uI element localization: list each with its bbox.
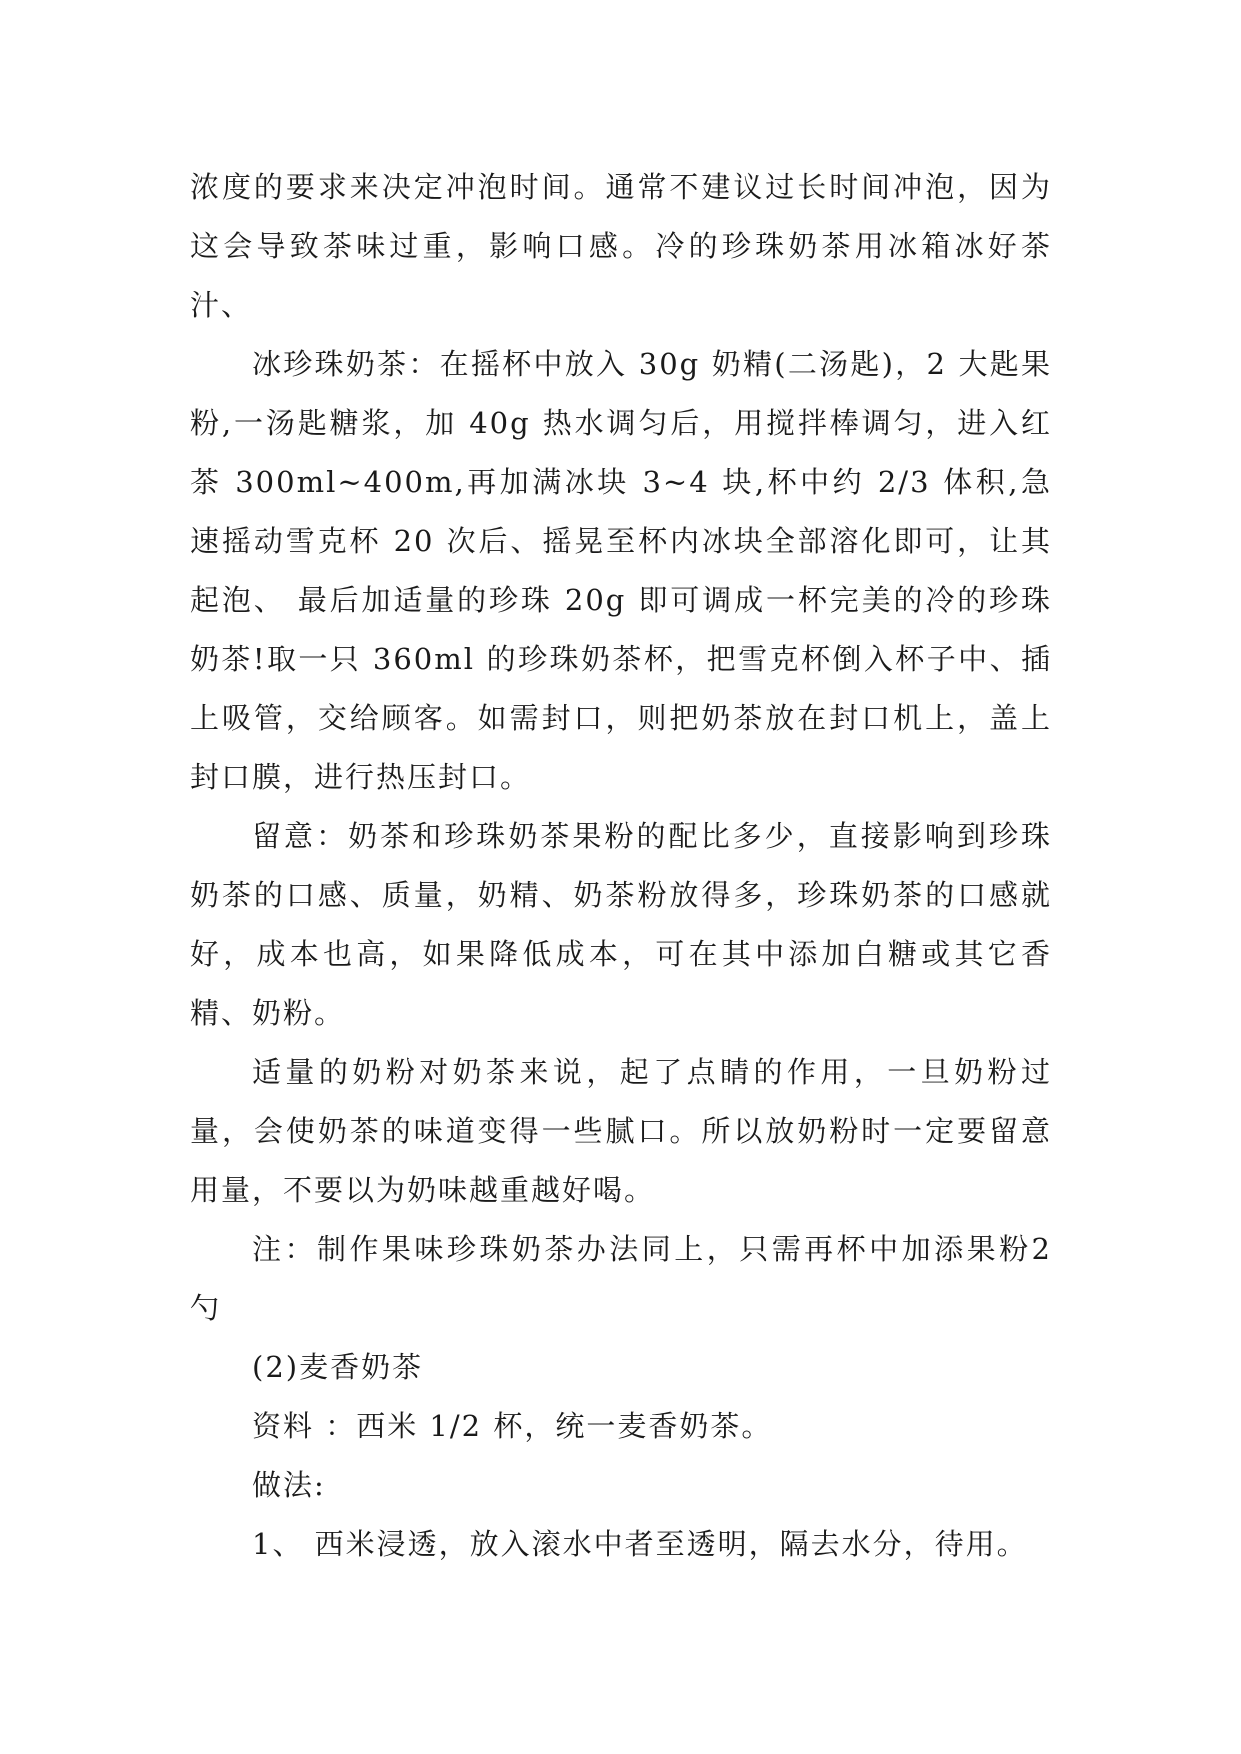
paragraph-milk-powder: 适量的奶粉对奶茶来说，起了点睛的作用，一旦奶粉过量，会使奶茶的味道变得一些腻口。所以放奶粉时一定要留意用量，不要以为奶味越重越好喝。 — [190, 1055, 1052, 1207]
paragraph-ingredients: 资料 ：西米 1/2 杯，统一麦香奶茶。 — [252, 1409, 773, 1443]
paragraph-note-ratio: 留意：奶茶和珍珠奶茶果粉的配比多少，直接影响到珍珠奶茶的口感、质量，奶精、奶茶粉放得多，珍珠奶茶的口感就好，成本也高，如果降低成本，可在其中添加白糖或其它香精、奶粉。 — [190, 819, 1052, 1030]
paragraph-method-label: 做法: — [252, 1468, 326, 1502]
section-heading-wheat-milk-tea: (2)麦香奶茶 — [252, 1350, 424, 1384]
paragraph-brewing-time: 浓度的要求来决定冲泡时间。通常不建议过长时间冲泡，因为这会导致茶味过重，影响口感。冷的珍珠奶茶用冰箱冰好茶汁、 — [190, 170, 1052, 322]
document-body — [190, 158, 1052, 1574]
paragraph-fruit-flavor-note: 注：制作果味珍珠奶茶办法同上，只需再杯中加添果粉2 勺 — [190, 1232, 1052, 1325]
paragraph-step-1: 1、 西米浸透，放入滚水中者至透明，隔去水分，待用。 — [252, 1527, 1028, 1561]
paragraph-iced-pearl-milk-tea: 冰珍珠奶茶：在摇杯中放入 30g 奶精(二汤匙)，2 大匙果粉,一汤匙糖浆，加 40g 热水调匀后，用搅拌棒调匀，进入红茶 300ml~400m,再加满冰块 3~4 块,杯中约 2/3 体积,急速摇动雪克杯 20 次后、摇晃至杯内冰块全部溶化即可，让其起泡、 最后加适量的珍珠 20g 即可调成一杯完美的冷的珍珠奶茶!取一只 360ml 的珍珠奶茶杯，把雪克杯倒入杯子中、插上吸管，交给顾客。如需封口，则把奶茶放在封口机上，盖上封口膜，进行热压封口。 — [190, 347, 1052, 794]
